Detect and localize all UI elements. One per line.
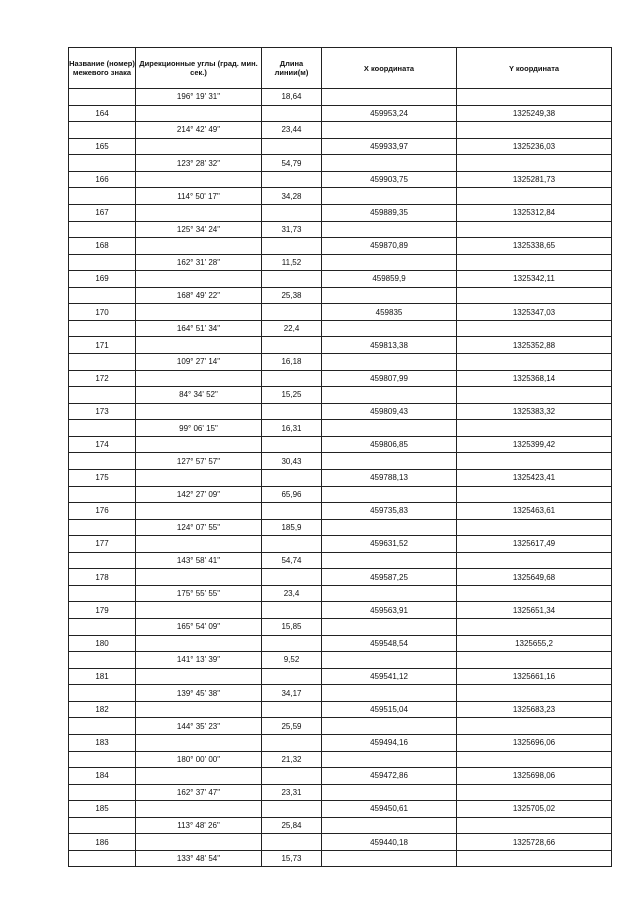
point-x: 459859,9 <box>322 271 457 288</box>
segment-length: 23,4 <box>262 585 322 602</box>
point-y: 1325352,88 <box>457 337 612 354</box>
segment-length: 54,79 <box>262 155 322 172</box>
segment-length: 25,38 <box>262 287 322 304</box>
point-length-cell <box>262 271 322 288</box>
table-header-row <box>69 48 612 89</box>
segment-row <box>69 685 612 702</box>
point-x: 459953,24 <box>322 105 457 122</box>
point-row <box>69 569 612 586</box>
point-angle-cell <box>136 701 262 718</box>
point-length-cell <box>262 403 322 420</box>
segment-y-cell <box>457 585 612 602</box>
point-row <box>69 701 612 718</box>
segment-angle: 133° 48' 54" <box>136 850 262 867</box>
segment-y-cell <box>457 254 612 271</box>
point-angle-cell <box>136 171 262 188</box>
segment-y-cell <box>457 387 612 404</box>
segment-x-cell <box>322 850 457 867</box>
segment-row <box>69 122 612 139</box>
point-length-cell <box>262 503 322 520</box>
point-angle-cell <box>136 668 262 685</box>
point-x: 459472,86 <box>322 768 457 785</box>
point-x: 459933,97 <box>322 138 457 155</box>
segment-angle: 84° 34' 52" <box>136 387 262 404</box>
segment-x-cell <box>322 784 457 801</box>
header-angle: Дирекционные углы (град. мин. сек.) <box>136 48 262 89</box>
segment-row <box>69 718 612 735</box>
segment-y-cell <box>457 784 612 801</box>
segment-y-cell <box>457 221 612 238</box>
point-x: 459903,75 <box>322 171 457 188</box>
point-name: 176 <box>69 503 136 520</box>
segment-row <box>69 552 612 569</box>
segment-name-cell <box>69 552 136 569</box>
segment-angle: 125° 34' 24" <box>136 221 262 238</box>
segment-length: 15,25 <box>262 387 322 404</box>
segment-angle: 109° 27' 14" <box>136 354 262 371</box>
point-length-cell <box>262 569 322 586</box>
point-angle-cell <box>136 403 262 420</box>
point-angle-cell <box>136 105 262 122</box>
point-length-cell <box>262 436 322 453</box>
point-row <box>69 304 612 321</box>
segment-x-cell <box>322 652 457 669</box>
segment-name-cell <box>69 519 136 536</box>
segment-x-cell <box>322 155 457 172</box>
segment-x-cell <box>322 221 457 238</box>
header-y: Y координата <box>457 48 612 89</box>
point-length-cell <box>262 138 322 155</box>
segment-name-cell <box>69 619 136 636</box>
segment-y-cell <box>457 188 612 205</box>
point-length-cell <box>262 801 322 818</box>
segment-angle: 124° 07' 55" <box>136 519 262 536</box>
segment-angle: 168° 49' 22" <box>136 287 262 304</box>
segment-name-cell <box>69 486 136 503</box>
segment-y-cell <box>457 486 612 503</box>
segment-x-cell <box>322 254 457 271</box>
segment-row <box>69 486 612 503</box>
header-x: X координата <box>322 48 457 89</box>
point-row <box>69 635 612 652</box>
segment-row <box>69 320 612 337</box>
point-angle-cell <box>136 503 262 520</box>
segment-length: 34,17 <box>262 685 322 702</box>
point-y: 1325649,68 <box>457 569 612 586</box>
point-name: 179 <box>69 602 136 619</box>
segment-length: 23,44 <box>262 122 322 139</box>
header-name: Название (номер) межевого знака <box>69 48 136 89</box>
segment-name-cell <box>69 89 136 106</box>
point-y: 1325655,2 <box>457 635 612 652</box>
segment-y-cell <box>457 850 612 867</box>
segment-name-cell <box>69 122 136 139</box>
point-y: 1325399,42 <box>457 436 612 453</box>
segment-y-cell <box>457 817 612 834</box>
point-y: 1325347,03 <box>457 304 612 321</box>
segment-row <box>69 817 612 834</box>
segment-x-cell <box>322 718 457 735</box>
segment-name-cell <box>69 784 136 801</box>
point-name: 186 <box>69 834 136 851</box>
segment-length: 54,74 <box>262 552 322 569</box>
point-row <box>69 238 612 255</box>
segment-y-cell <box>457 420 612 437</box>
point-y: 1325383,32 <box>457 403 612 420</box>
point-angle-cell <box>136 304 262 321</box>
point-angle-cell <box>136 271 262 288</box>
point-x: 459548,54 <box>322 635 457 652</box>
point-angle-cell <box>136 337 262 354</box>
segment-row <box>69 420 612 437</box>
point-length-cell <box>262 105 322 122</box>
segment-row <box>69 519 612 536</box>
point-y: 1325342,11 <box>457 271 612 288</box>
segment-length: 30,43 <box>262 453 322 470</box>
point-y: 1325651,34 <box>457 602 612 619</box>
segment-x-cell <box>322 685 457 702</box>
point-angle-cell <box>136 569 262 586</box>
segment-row <box>69 751 612 768</box>
point-name: 167 <box>69 204 136 221</box>
point-row <box>69 503 612 520</box>
segment-x-cell <box>322 519 457 536</box>
boundary-coordinates-table <box>68 47 612 867</box>
point-length-cell <box>262 469 322 486</box>
segment-angle: 113° 48' 26" <box>136 817 262 834</box>
point-row <box>69 801 612 818</box>
segment-row <box>69 387 612 404</box>
segment-length: 65,96 <box>262 486 322 503</box>
point-name: 165 <box>69 138 136 155</box>
point-row <box>69 734 612 751</box>
segment-y-cell <box>457 552 612 569</box>
point-x: 459870,89 <box>322 238 457 255</box>
segment-length: 22,4 <box>262 320 322 337</box>
segment-length: 16,31 <box>262 420 322 437</box>
point-x: 459735,83 <box>322 503 457 520</box>
point-x: 459515,04 <box>322 701 457 718</box>
segment-angle: 162° 37' 47" <box>136 784 262 801</box>
segment-length: 15,85 <box>262 619 322 636</box>
segment-row <box>69 188 612 205</box>
segment-length: 21,32 <box>262 751 322 768</box>
point-length-cell <box>262 370 322 387</box>
segment-row <box>69 254 612 271</box>
point-row <box>69 469 612 486</box>
point-x: 459807,99 <box>322 370 457 387</box>
point-length-cell <box>262 536 322 553</box>
point-name: 170 <box>69 304 136 321</box>
segment-x-cell <box>322 552 457 569</box>
segment-angle: 164° 51' 34" <box>136 320 262 337</box>
segment-angle: 99° 06' 15" <box>136 420 262 437</box>
segment-y-cell <box>457 155 612 172</box>
point-angle-cell <box>136 801 262 818</box>
point-name: 173 <box>69 403 136 420</box>
point-name: 178 <box>69 569 136 586</box>
segment-name-cell <box>69 420 136 437</box>
segment-y-cell <box>457 453 612 470</box>
point-name: 174 <box>69 436 136 453</box>
segment-name-cell <box>69 751 136 768</box>
segment-y-cell <box>457 718 612 735</box>
point-row <box>69 138 612 155</box>
point-row <box>69 403 612 420</box>
segment-y-cell <box>457 122 612 139</box>
point-name: 172 <box>69 370 136 387</box>
point-y: 1325312,84 <box>457 204 612 221</box>
point-angle-cell <box>136 469 262 486</box>
segment-angle: 214° 42' 49" <box>136 122 262 139</box>
segment-angle: 143° 58' 41" <box>136 552 262 569</box>
segment-x-cell <box>322 354 457 371</box>
segment-row <box>69 585 612 602</box>
segment-x-cell <box>322 817 457 834</box>
segment-length: 18,64 <box>262 89 322 106</box>
point-angle-cell <box>136 635 262 652</box>
point-name: 185 <box>69 801 136 818</box>
segment-y-cell <box>457 685 612 702</box>
segment-row <box>69 221 612 238</box>
segment-row <box>69 784 612 801</box>
point-x: 459835 <box>322 304 457 321</box>
segment-name-cell <box>69 585 136 602</box>
segment-name-cell <box>69 221 136 238</box>
point-length-cell <box>262 204 322 221</box>
point-row <box>69 602 612 619</box>
point-x: 459587,25 <box>322 569 457 586</box>
point-angle-cell <box>136 204 262 221</box>
segment-row <box>69 652 612 669</box>
point-length-cell <box>262 171 322 188</box>
segment-angle: 165° 54' 09" <box>136 619 262 636</box>
segment-name-cell <box>69 817 136 834</box>
segment-name-cell <box>69 155 136 172</box>
segment-row <box>69 354 612 371</box>
point-y: 1325423,41 <box>457 469 612 486</box>
table-body <box>69 89 612 867</box>
segment-angle: 141° 13' 39" <box>136 652 262 669</box>
point-length-cell <box>262 337 322 354</box>
segment-row <box>69 155 612 172</box>
point-length-cell <box>262 238 322 255</box>
point-y: 1325249,38 <box>457 105 612 122</box>
header-length: Длина линии(м) <box>262 48 322 89</box>
segment-name-cell <box>69 287 136 304</box>
segment-x-cell <box>322 387 457 404</box>
point-x: 459788,13 <box>322 469 457 486</box>
segment-name-cell <box>69 685 136 702</box>
segment-row <box>69 619 612 636</box>
point-length-cell <box>262 768 322 785</box>
point-name: 171 <box>69 337 136 354</box>
point-row <box>69 370 612 387</box>
segment-angle: 175° 55' 55" <box>136 585 262 602</box>
segment-length: 25,59 <box>262 718 322 735</box>
point-row <box>69 204 612 221</box>
point-row <box>69 436 612 453</box>
point-y: 1325683,23 <box>457 701 612 718</box>
segment-x-cell <box>322 320 457 337</box>
point-name: 175 <box>69 469 136 486</box>
point-x: 459440,18 <box>322 834 457 851</box>
point-angle-cell <box>136 602 262 619</box>
point-angle-cell <box>136 370 262 387</box>
point-row <box>69 668 612 685</box>
point-length-cell <box>262 701 322 718</box>
segment-name-cell <box>69 254 136 271</box>
point-angle-cell <box>136 436 262 453</box>
point-length-cell <box>262 304 322 321</box>
segment-length: 9,52 <box>262 652 322 669</box>
point-angle-cell <box>136 238 262 255</box>
point-name: 181 <box>69 668 136 685</box>
segment-x-cell <box>322 420 457 437</box>
segment-x-cell <box>322 619 457 636</box>
segment-angle: 127° 57' 57" <box>136 453 262 470</box>
point-name: 183 <box>69 734 136 751</box>
segment-row <box>69 89 612 106</box>
point-row <box>69 271 612 288</box>
segment-x-cell <box>322 751 457 768</box>
segment-y-cell <box>457 320 612 337</box>
segment-angle: 139° 45' 38" <box>136 685 262 702</box>
segment-x-cell <box>322 585 457 602</box>
point-name: 182 <box>69 701 136 718</box>
segment-length: 25,84 <box>262 817 322 834</box>
point-row <box>69 834 612 851</box>
segment-angle: 162° 31' 28" <box>136 254 262 271</box>
point-angle-cell <box>136 138 262 155</box>
segment-name-cell <box>69 320 136 337</box>
point-length-cell <box>262 602 322 619</box>
point-x: 459494,16 <box>322 734 457 751</box>
point-name: 184 <box>69 768 136 785</box>
point-name: 169 <box>69 271 136 288</box>
segment-x-cell <box>322 122 457 139</box>
point-name: 177 <box>69 536 136 553</box>
segment-angle: 196° 19' 31" <box>136 89 262 106</box>
point-x: 459631,52 <box>322 536 457 553</box>
segment-y-cell <box>457 519 612 536</box>
segment-length: 15,73 <box>262 850 322 867</box>
point-x: 459809,43 <box>322 403 457 420</box>
segment-row <box>69 453 612 470</box>
point-y: 1325368,14 <box>457 370 612 387</box>
segment-x-cell <box>322 89 457 106</box>
segment-y-cell <box>457 89 612 106</box>
point-row <box>69 337 612 354</box>
segment-length: 185,9 <box>262 519 322 536</box>
point-row <box>69 171 612 188</box>
point-length-cell <box>262 635 322 652</box>
segment-row <box>69 850 612 867</box>
segment-name-cell <box>69 354 136 371</box>
segment-length: 11,52 <box>262 254 322 271</box>
point-y: 1325696,06 <box>457 734 612 751</box>
segment-length: 16,18 <box>262 354 322 371</box>
point-x: 459541,12 <box>322 668 457 685</box>
segment-x-cell <box>322 486 457 503</box>
segment-name-cell <box>69 387 136 404</box>
point-row <box>69 768 612 785</box>
segment-x-cell <box>322 287 457 304</box>
point-y: 1325338,65 <box>457 238 612 255</box>
point-row <box>69 536 612 553</box>
segment-name-cell <box>69 188 136 205</box>
point-y: 1325728,66 <box>457 834 612 851</box>
point-length-cell <box>262 668 322 685</box>
segment-angle: 142° 27' 09" <box>136 486 262 503</box>
segment-x-cell <box>322 188 457 205</box>
segment-length: 34,28 <box>262 188 322 205</box>
segment-y-cell <box>457 751 612 768</box>
segment-name-cell <box>69 453 136 470</box>
point-x: 459813,38 <box>322 337 457 354</box>
segment-angle: 114° 50' 17" <box>136 188 262 205</box>
point-length-cell <box>262 734 322 751</box>
point-y: 1325661,16 <box>457 668 612 685</box>
point-length-cell <box>262 834 322 851</box>
segment-y-cell <box>457 354 612 371</box>
point-y: 1325617,49 <box>457 536 612 553</box>
segment-row <box>69 287 612 304</box>
segment-length: 23,31 <box>262 784 322 801</box>
segment-y-cell <box>457 652 612 669</box>
segment-name-cell <box>69 850 136 867</box>
point-y: 1325705,02 <box>457 801 612 818</box>
point-y: 1325236,03 <box>457 138 612 155</box>
point-angle-cell <box>136 734 262 751</box>
segment-angle: 123° 28' 32" <box>136 155 262 172</box>
point-x: 459806,85 <box>322 436 457 453</box>
segment-angle: 144° 35' 23" <box>136 718 262 735</box>
point-name: 164 <box>69 105 136 122</box>
point-row <box>69 105 612 122</box>
segment-angle: 180° 00' 00" <box>136 751 262 768</box>
point-y: 1325281,73 <box>457 171 612 188</box>
segment-name-cell <box>69 718 136 735</box>
point-x: 459563,91 <box>322 602 457 619</box>
point-y: 1325463,61 <box>457 503 612 520</box>
point-x: 459450,61 <box>322 801 457 818</box>
point-name: 166 <box>69 171 136 188</box>
point-angle-cell <box>136 768 262 785</box>
point-x: 459889,35 <box>322 204 457 221</box>
point-name: 168 <box>69 238 136 255</box>
point-angle-cell <box>136 834 262 851</box>
point-angle-cell <box>136 536 262 553</box>
segment-y-cell <box>457 287 612 304</box>
point-name: 180 <box>69 635 136 652</box>
segment-y-cell <box>457 619 612 636</box>
segment-length: 31,73 <box>262 221 322 238</box>
segment-name-cell <box>69 652 136 669</box>
segment-x-cell <box>322 453 457 470</box>
point-y: 1325698,06 <box>457 768 612 785</box>
